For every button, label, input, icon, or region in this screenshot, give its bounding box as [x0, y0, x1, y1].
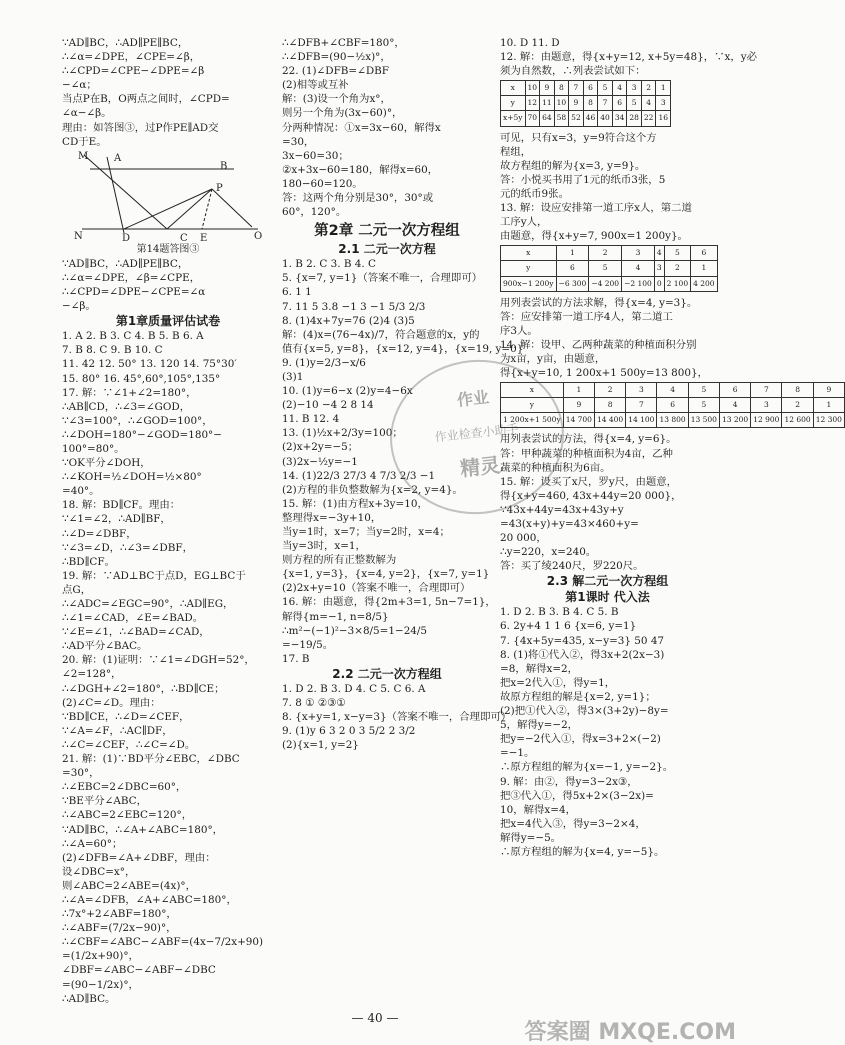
text-line: ∴原方程组的解为{x=−1, y=−2}。 — [500, 761, 674, 774]
figure-point-label: A — [114, 152, 122, 164]
text-line: 解：(4)x=(76−4x)/7，符合题意的x，y的 — [282, 328, 480, 341]
text-line: 14. 解：设甲、乙两种蔬菜的种植面积分别 — [500, 338, 697, 351]
text-line: =30°， — [62, 767, 100, 780]
column-1 — [62, 36, 274, 1006]
text-line: 17. B — [282, 652, 310, 665]
text-line: ∴原方程组的解为{x=4, y=−5}。 — [500, 845, 665, 858]
text-line: ∴∠C=∠CEF，∴∠C=∠D。 — [62, 738, 196, 751]
text-line: 16. 解：由题意，得{2m+3=1, 5n−7=1}， — [282, 596, 496, 609]
text-line: ∴∠EBC=2∠DBC=60°， — [62, 781, 187, 794]
table-cell: 4 — [719, 398, 750, 413]
text-line: ∴∠1=∠CAD，∠E=∠BAD。 — [62, 612, 204, 625]
text-line: 17. 解：∵∠1+∠2=180°， — [62, 386, 197, 399]
text-line: 8. {x+y=1, x−y=3}（答案不唯一，合理即可） — [282, 711, 512, 724]
text-line: ②x+3x−60=180，解得x=60， — [282, 163, 439, 176]
table-cell: 3 — [622, 246, 655, 261]
text-line: (2){x=1, y=2} — [282, 739, 359, 752]
table-cell: −6 300 — [556, 276, 589, 291]
table-cell: x — [501, 246, 557, 261]
table-cell: 1 — [563, 383, 594, 398]
text-line: 值有{x=5, y=8}，{x=12, y=4}，{x=19, y=0} — [282, 342, 524, 355]
table-cell: 46 — [583, 111, 598, 126]
table-cell: 5 — [664, 246, 690, 261]
section-2-3-title: 2.3 解二元一次方程组 — [546, 574, 669, 589]
table-cell: 7 — [751, 383, 782, 398]
table-cell: 7 — [598, 96, 613, 111]
figure-point-label: E — [200, 232, 208, 244]
text-line: 22. (1)∠DFB=∠DBF — [282, 65, 390, 78]
table-cell: 14 400 — [594, 413, 625, 428]
table-cell: 2 — [782, 398, 813, 413]
text-block-col3-a — [500, 131, 715, 244]
text-line: 答：小悦买书用了1元的纸币3张，5 — [500, 173, 666, 186]
text-line: 14. (1)22/3 27/3 4 7/3 2/3 −1 — [282, 469, 436, 482]
stamp-text-1: 作业 — [456, 387, 490, 410]
text-line: 故方程组的解为{x=3, y=9}。 — [500, 159, 646, 172]
table-cell: y — [501, 398, 564, 413]
text-line: 10，解得x=4， — [500, 803, 576, 816]
text-line: ∵∠3=100°，∴∠GOD=100°， — [62, 414, 213, 427]
table-cell: 70 — [525, 111, 540, 126]
text-line: 用列表尝试的方法求解，得{x=4, y=3}。 — [500, 296, 698, 309]
text-line: 用列表尝试的方法，得{x=4, y=6}。 — [500, 433, 677, 446]
text-line: 解得{m=−1, n=8/5} — [282, 610, 389, 623]
text-line: 15. 解：设买了x尺，罗y尺，由题意， — [500, 475, 678, 488]
table-cell: 2 — [664, 261, 690, 276]
figure-point-label: P — [216, 182, 223, 194]
text-line: 8. (1)将①代入②，得3x+2(2x−3) — [500, 648, 665, 661]
table-cell: 8 — [782, 383, 813, 398]
table-cell: 8 — [583, 96, 598, 111]
table-cell: 58 — [554, 111, 569, 126]
table-cell: 11 — [540, 96, 555, 111]
text-line: 解：(3)设一个角为x°， — [282, 93, 391, 106]
text-line: ∴∠ABF=(7/2x−90)°， — [62, 922, 177, 935]
text-line: 当y=3时，x=1， — [282, 540, 366, 553]
text-line: ∴m²−(−1)²−3×8/5=1−24/5 — [282, 624, 428, 637]
section-2-2-title: 2.2 二元一次方程组 — [332, 666, 442, 681]
text-line: 由题意，得{x+y=7, 900x=1 200y}。 — [500, 230, 688, 243]
table-cell: 1 — [813, 398, 844, 413]
table-cell: 4 — [612, 81, 627, 96]
text-line: ∴∠CBF=∠ABC−∠ABF=(4x−7/2x+90) — [62, 936, 264, 949]
table-cell: 1 — [556, 246, 589, 261]
text-line: ∵BD∥CE，∴∠D=∠CEF， — [62, 710, 190, 723]
geometry-figure — [62, 149, 274, 243]
text-block-col3-top — [500, 36, 758, 78]
text-line: 6. 2y+4 1 1 6 {x=6, y=1} — [500, 620, 637, 633]
table-cell: 5 — [688, 383, 719, 398]
text-line: =8，解得x=2， — [500, 662, 579, 675]
figure-point-label: C — [180, 232, 188, 244]
table-cell: 6 — [657, 398, 688, 413]
text-block-col2-bottom — [282, 682, 512, 752]
text-line: ∴∠DOH=180°−∠GOD=180°− — [62, 428, 222, 441]
text-line: 须为自然数，∴列表尝试如下： — [500, 65, 646, 78]
table-cell: 6 — [719, 383, 750, 398]
text-line: 序3人。 — [500, 324, 538, 337]
table-cell: 10 — [525, 81, 540, 96]
text-line: =−1。 — [500, 747, 535, 760]
text-line: 5，解得y=−2， — [500, 719, 579, 732]
text-line: 把y=−2代入①，得x=3+2×(−2) — [500, 733, 661, 746]
text-line: 3x−60=30； — [282, 149, 349, 162]
table-cell: 5 — [627, 96, 642, 111]
lesson-title: 第1课时 代入法 — [565, 590, 650, 605]
text-line: 故原方程组的解是{x=2, y=1}； — [500, 690, 656, 703]
table-cell: 1 — [656, 81, 671, 96]
text-line: 20. 解：(1)证明：∵∠1=∠DGH=52°， — [62, 654, 255, 667]
trial-table-1 — [500, 80, 671, 126]
text-line: 12. 解：由题意，得{x+y=12, x+5y=48}，∵x，y必 — [500, 51, 758, 64]
table-cell: 4 — [641, 96, 656, 111]
table-cell: 28 — [627, 111, 642, 126]
table-cell: 6 — [612, 96, 627, 111]
table-cell: 6 — [691, 246, 717, 261]
text-line: 7. B 8. C 9. B 10. C — [62, 344, 163, 357]
table-cell: 13 500 — [688, 413, 719, 428]
text-line: 蔬菜的种植面积为6亩。 — [500, 461, 611, 474]
chapter-2-title: 第2章 二元一次方程组 — [314, 223, 460, 240]
table-cell: 14 700 — [563, 413, 594, 428]
text-line: 180−60=120。 — [282, 177, 363, 190]
text-line: (2)x+2y=−5； — [282, 441, 359, 454]
text-line: ∴AD∥BC。 — [62, 992, 116, 1005]
text-line: ∴∠CPD=∠CPE−∠DPE=∠β — [62, 65, 205, 78]
table-row — [501, 276, 718, 291]
table-cell: 13 800 — [657, 413, 688, 428]
text-line: 21. 解：(1)∵BD平分∠EBC，∠DBC — [62, 753, 240, 766]
text-line: CD于E。 — [62, 135, 107, 148]
text-line: =(1/2x+90)°， — [62, 950, 139, 963]
text-line: 答：应安排第一道工序4人，第二道工 — [500, 310, 673, 323]
text-line: ∴∠D=∠DBF， — [62, 527, 137, 540]
text-block-col2-top — [282, 36, 492, 219]
text-line: 则方程的所有正整数解为 — [282, 554, 397, 567]
table-cell: 2 — [589, 246, 622, 261]
text-line: ∴∠ADC=∠EGC=90°，∴AD∥EG， — [62, 598, 234, 610]
text-line: 9. (1)y 6 3 2 0 3 5/2 2 3/2 — [282, 725, 416, 738]
text-line: ∵∠A=∠F，∴AC∥DF， — [62, 724, 173, 737]
text-line: =43(x+y)+y=43×460+y= — [500, 518, 639, 530]
text-line: ∴∠CPD=∠DPE−∠CPE=∠α — [62, 286, 206, 299]
table-row — [501, 261, 718, 276]
section-2-1-title: 2.1 二元一次方程 — [338, 242, 436, 257]
text-line: 整理得x=−3y+10， — [282, 511, 382, 524]
table-cell: 3 — [654, 261, 664, 276]
text-line: 得{x+y=460, 43x+44y=20 000}， — [500, 489, 682, 502]
table-cell: −2 100 — [622, 276, 655, 291]
text-line: −∠β。 — [62, 300, 96, 313]
text-line: 得{x+y=10, 1 200x+1 500y=13 800}， — [500, 367, 708, 380]
text-line: 60°，120°。 — [282, 206, 347, 219]
text-line: ∴∠DFB=(90−½x)°， — [282, 51, 391, 64]
table-cell: 5 — [589, 261, 622, 276]
text-line: 当点P在B，O两点之间时，∠CPD= — [62, 93, 230, 106]
text-line: 答：这两个角分别是30°，30°或 — [282, 192, 434, 205]
text-line: 11. 42 12. 50° 13. 120 14. 75°30′ — [62, 358, 237, 371]
table-cell: 7 — [569, 81, 584, 96]
text-line: ∴BD∥CF。 — [62, 555, 115, 568]
text-line: ∴∠DGH+∠2=180°，∴BD∥CE； — [62, 682, 225, 695]
table-row — [501, 111, 671, 126]
table-cell: 10 — [554, 96, 569, 111]
table-cell: 9 — [569, 96, 584, 111]
text-line: ∵OK平分∠DOH， — [62, 457, 151, 470]
table-cell: 12 — [525, 96, 540, 111]
table-cell: 4 200 — [691, 276, 717, 291]
text-line: =(90−1/2x)°， — [62, 978, 139, 991]
table-cell: 5 — [688, 398, 719, 413]
text-block-col1-top — [62, 36, 274, 149]
table-cell: 1 200x+1 500y — [501, 413, 564, 428]
text-line: 10. D 11. D — [500, 37, 560, 49]
table-row — [501, 81, 671, 96]
table-cell: x — [501, 81, 526, 96]
table-cell: 5 — [598, 81, 613, 96]
text-line: 13. (1)½x+2/3y=100； — [282, 427, 403, 440]
table-cell: 12 600 — [782, 413, 813, 428]
text-line: ∵∠E=∠1，∴∠BAD=∠CAD， — [62, 626, 210, 639]
text-line: ∵BE平分∠ABC， — [62, 795, 147, 808]
table-cell: 12 900 — [751, 413, 782, 428]
figure-point-label: B — [220, 160, 228, 172]
text-line: 7. 11 5 3.8 −1 3 −1 5/3 2/3 — [282, 300, 426, 313]
table-cell: x+5y — [501, 111, 526, 126]
text-line: 5. {x=7, y=1}（答案不唯一，合理即可） — [282, 272, 483, 285]
text-line: 元的纸币9张。 — [500, 187, 569, 200]
table-cell: y — [501, 261, 557, 276]
table-cell: 52 — [569, 111, 584, 126]
text-block-col3-d — [500, 605, 715, 859]
text-line: 9. (1)y=2/3−x/6 — [282, 356, 366, 369]
text-line: 1. B 2. C 3. B 4. C — [282, 258, 376, 271]
text-line: ∴∠α=∠DPE，∠β=∠CPE， — [62, 271, 201, 284]
text-block-col1-mid — [62, 257, 274, 313]
table-cell: 4 — [654, 246, 664, 261]
page-number: — 40 — — [351, 1011, 399, 1025]
text-line: ∵AD∥BC，∴AD∥PE∥BC， — [62, 257, 189, 270]
text-line: 8. (1)4x+7y=76 (2)4 (3)5 — [282, 314, 415, 327]
figure-point-label: D — [122, 232, 131, 244]
text-line: ∴∠A=∠DFB，∠A+∠ABC=180°， — [62, 893, 237, 906]
table-cell: 9 — [563, 398, 594, 413]
text-line: ∴y=220，x=240。 — [500, 546, 597, 559]
text-line: 9. 解：由②，得y=3−2x③， — [500, 775, 638, 788]
text-line: ∴∠α=∠DPE，∠CPE=∠β， — [62, 51, 201, 64]
ch1-test-title: 第1章质量评估试卷 — [115, 314, 221, 329]
text-line: 把x=2代入①，得y=1， — [500, 676, 616, 689]
text-line: (3)2x−½y=−1 — [282, 455, 358, 468]
text-line: 100°=80°。 — [62, 442, 125, 455]
text-line: 答：甲种蔬菜的种植面积为4亩，乙种 — [500, 447, 673, 460]
text-line: 当y=1时，x=7；当y=2时，x=4； — [282, 526, 450, 538]
text-line: =−19/5。 — [282, 638, 334, 651]
text-line: ∠2=128°， — [62, 668, 122, 681]
table-cell: 8 — [594, 398, 625, 413]
text-block-col3-b — [500, 296, 715, 381]
text-line: ∴∠ABC=2∠EBC=120°， — [62, 809, 193, 822]
text-line: (2)方程的非负整数解为{x=2, y=4}。 — [282, 483, 463, 496]
table-cell: 64 — [540, 111, 555, 126]
text-line: 解得y=−5。 — [500, 831, 562, 844]
text-line: (2)2x+y=10（答案不唯一，合理即可） — [282, 582, 471, 595]
text-line: ∵AD∥BC，∴∠A+∠ABC=180°， — [62, 823, 224, 836]
text-line: 理由：如答图③，过P作PE∥AD交 — [62, 121, 219, 134]
text-line: 1. D 2. B 3. D 4. C 5. C 6. A — [282, 682, 426, 695]
text-line: ∴AD平分∠BAC。 — [62, 640, 148, 653]
table-cell: 14 100 — [626, 413, 657, 428]
text-line: (2)∠C=∠D。理由： — [62, 696, 161, 709]
table-cell: x — [501, 383, 564, 398]
text-line: (2)−10 −4 2 8 14 — [282, 399, 374, 412]
text-line: 点G， — [62, 583, 92, 596]
stamp-text-3: 精灵 — [458, 452, 502, 481]
figure-caption: 第14题答图③ — [136, 243, 200, 255]
figure-point-label: O — [254, 230, 263, 242]
text-line: 19. 解：∵AD⊥BC于点D，EG⊥BC于 — [62, 569, 246, 582]
table-cell: 2 100 — [664, 276, 690, 291]
text-line: 程组， — [500, 145, 532, 158]
table-cell: 3 — [751, 398, 782, 413]
text-line: ∴∠A=60°； — [62, 837, 123, 850]
text-line: 1. A 2. B 3. C 4. B 5. B 6. A — [62, 330, 204, 343]
table-cell: 6 — [556, 261, 589, 276]
text-line: ∴∠DFB+∠CBF=180°， — [282, 37, 405, 49]
table-cell: 2 — [594, 383, 625, 398]
table-cell: 13 200 — [719, 413, 750, 428]
table-cell: 22 — [641, 111, 656, 126]
text-line: 分两种情况：①x=3x−60，解得x — [282, 121, 441, 134]
text-line: 则∠ABC=2∠ABE=(4x)°， — [62, 879, 196, 892]
text-line: (2)相等或互补 — [282, 79, 349, 92]
table-cell: 2 — [641, 81, 656, 96]
table-cell: 16 — [656, 111, 671, 126]
table-cell: 7 — [626, 398, 657, 413]
table-cell: 9 — [813, 383, 844, 398]
watermark-logo: 答案圈 MXQE.COM — [524, 1019, 736, 1045]
text-line: 把③代入①，得5x+2×(3−2x)= — [500, 789, 654, 802]
text-line: 11. B 12. 4 — [282, 413, 340, 426]
table-cell: y — [501, 96, 526, 111]
table-cell: 8 — [554, 81, 569, 96]
table-cell: 6 — [583, 81, 598, 96]
text-line: =40°。 — [62, 485, 100, 498]
table-cell: 1 — [691, 261, 717, 276]
stamp-text-2: 作业检查小助手 — [434, 421, 520, 445]
table-cell: −4 200 — [589, 276, 622, 291]
table-cell: 900x−1 200y — [501, 276, 557, 291]
text-line: =30， — [282, 135, 315, 148]
figure-point-label: N — [74, 230, 83, 242]
table-cell: 0 — [654, 276, 664, 291]
text-line: ∵AD∥BC，∴AD∥PE∥BC， — [62, 37, 189, 49]
text-line: ∴AB∥CD，∴∠3=∠GOD， — [62, 400, 191, 413]
table-cell: 4 — [657, 383, 688, 398]
text-line: ∠α−∠β。 — [62, 107, 112, 120]
text-line: ∴∠KOH=½∠DOH=½×80° — [62, 471, 202, 484]
table-cell: 4 — [622, 261, 655, 276]
text-line: ∵∠1=∠2，∴AD∥BF， — [62, 513, 171, 526]
text-line: 13. 解：设应安排第一道工序x人，第二道 — [500, 202, 692, 215]
text-line: 15. 解：(1)由方程x+3y=10， — [282, 497, 428, 510]
table-cell: 40 — [598, 111, 613, 126]
text-line: 1. D 2. B 3. B 4. C 5. B — [500, 606, 619, 619]
text-line: (3)1 — [282, 370, 304, 383]
text-line: ∵∠3=∠D，∴∠3=∠DBF， — [62, 541, 193, 554]
figure-point-label: M — [78, 150, 89, 162]
text-line: ∴7x°+2∠ABF=180°， — [62, 908, 177, 921]
text-line: 20 000， — [500, 532, 547, 545]
trial-table-2 — [500, 245, 718, 291]
text-line: 10. (1)y=6−x (2)y=4−6x — [282, 385, 413, 398]
text-line: −∠α； — [62, 79, 97, 92]
text-line: {x=1, y=3}，{x=4, y=2}，{x=7, y=1} — [282, 568, 490, 581]
text-line: 设∠DBC=x°， — [62, 865, 136, 878]
text-line: 7. 8 ① ②③① — [282, 697, 346, 710]
table-cell: 34 — [612, 111, 627, 126]
text-line: 可见，只有x=3，y=9符合这个方 — [500, 131, 657, 144]
text-line: 15. 80° 16. 45°,60°,105°,135° — [62, 372, 221, 385]
text-line: 7. {4x+5y=435, x−y=3} 50 47 — [500, 634, 665, 647]
text-line: ∵43x+44y=43x+43y+y — [500, 503, 624, 516]
text-line: ∠DBF=∠ABC−∠ABF−∠DBC — [62, 964, 216, 977]
text-line: 工序y人， — [500, 216, 548, 229]
text-line: (2)把①代入②，得3×(3+2y)−8y= — [500, 705, 669, 718]
text-line: 18. 解：BD∥CF。理由： — [62, 499, 181, 512]
table-row — [501, 246, 718, 261]
text-line: (2)∠DFB=∠A+∠DBF，理由： — [62, 851, 216, 864]
table-cell: 3 — [626, 383, 657, 398]
text-line: 答：买了绫240尺，罗220尺。 — [500, 560, 644, 573]
table-cell: 3 — [627, 81, 642, 96]
table-row — [501, 96, 671, 111]
text-block-col1-bottom — [62, 329, 274, 1006]
text-line: 则另一个角为(3x−60)°， — [282, 107, 403, 120]
text-line: 把x=4代入③，得y=3−2×4， — [500, 817, 646, 830]
table-cell: 9 — [540, 81, 555, 96]
figure-svg — [62, 149, 274, 243]
text-line: 为x亩，y亩，由题意， — [500, 352, 606, 365]
text-line: 6. 1 1 — [282, 286, 312, 299]
table-cell: 3 — [656, 96, 671, 111]
table-cell: 12 300 — [813, 413, 844, 428]
